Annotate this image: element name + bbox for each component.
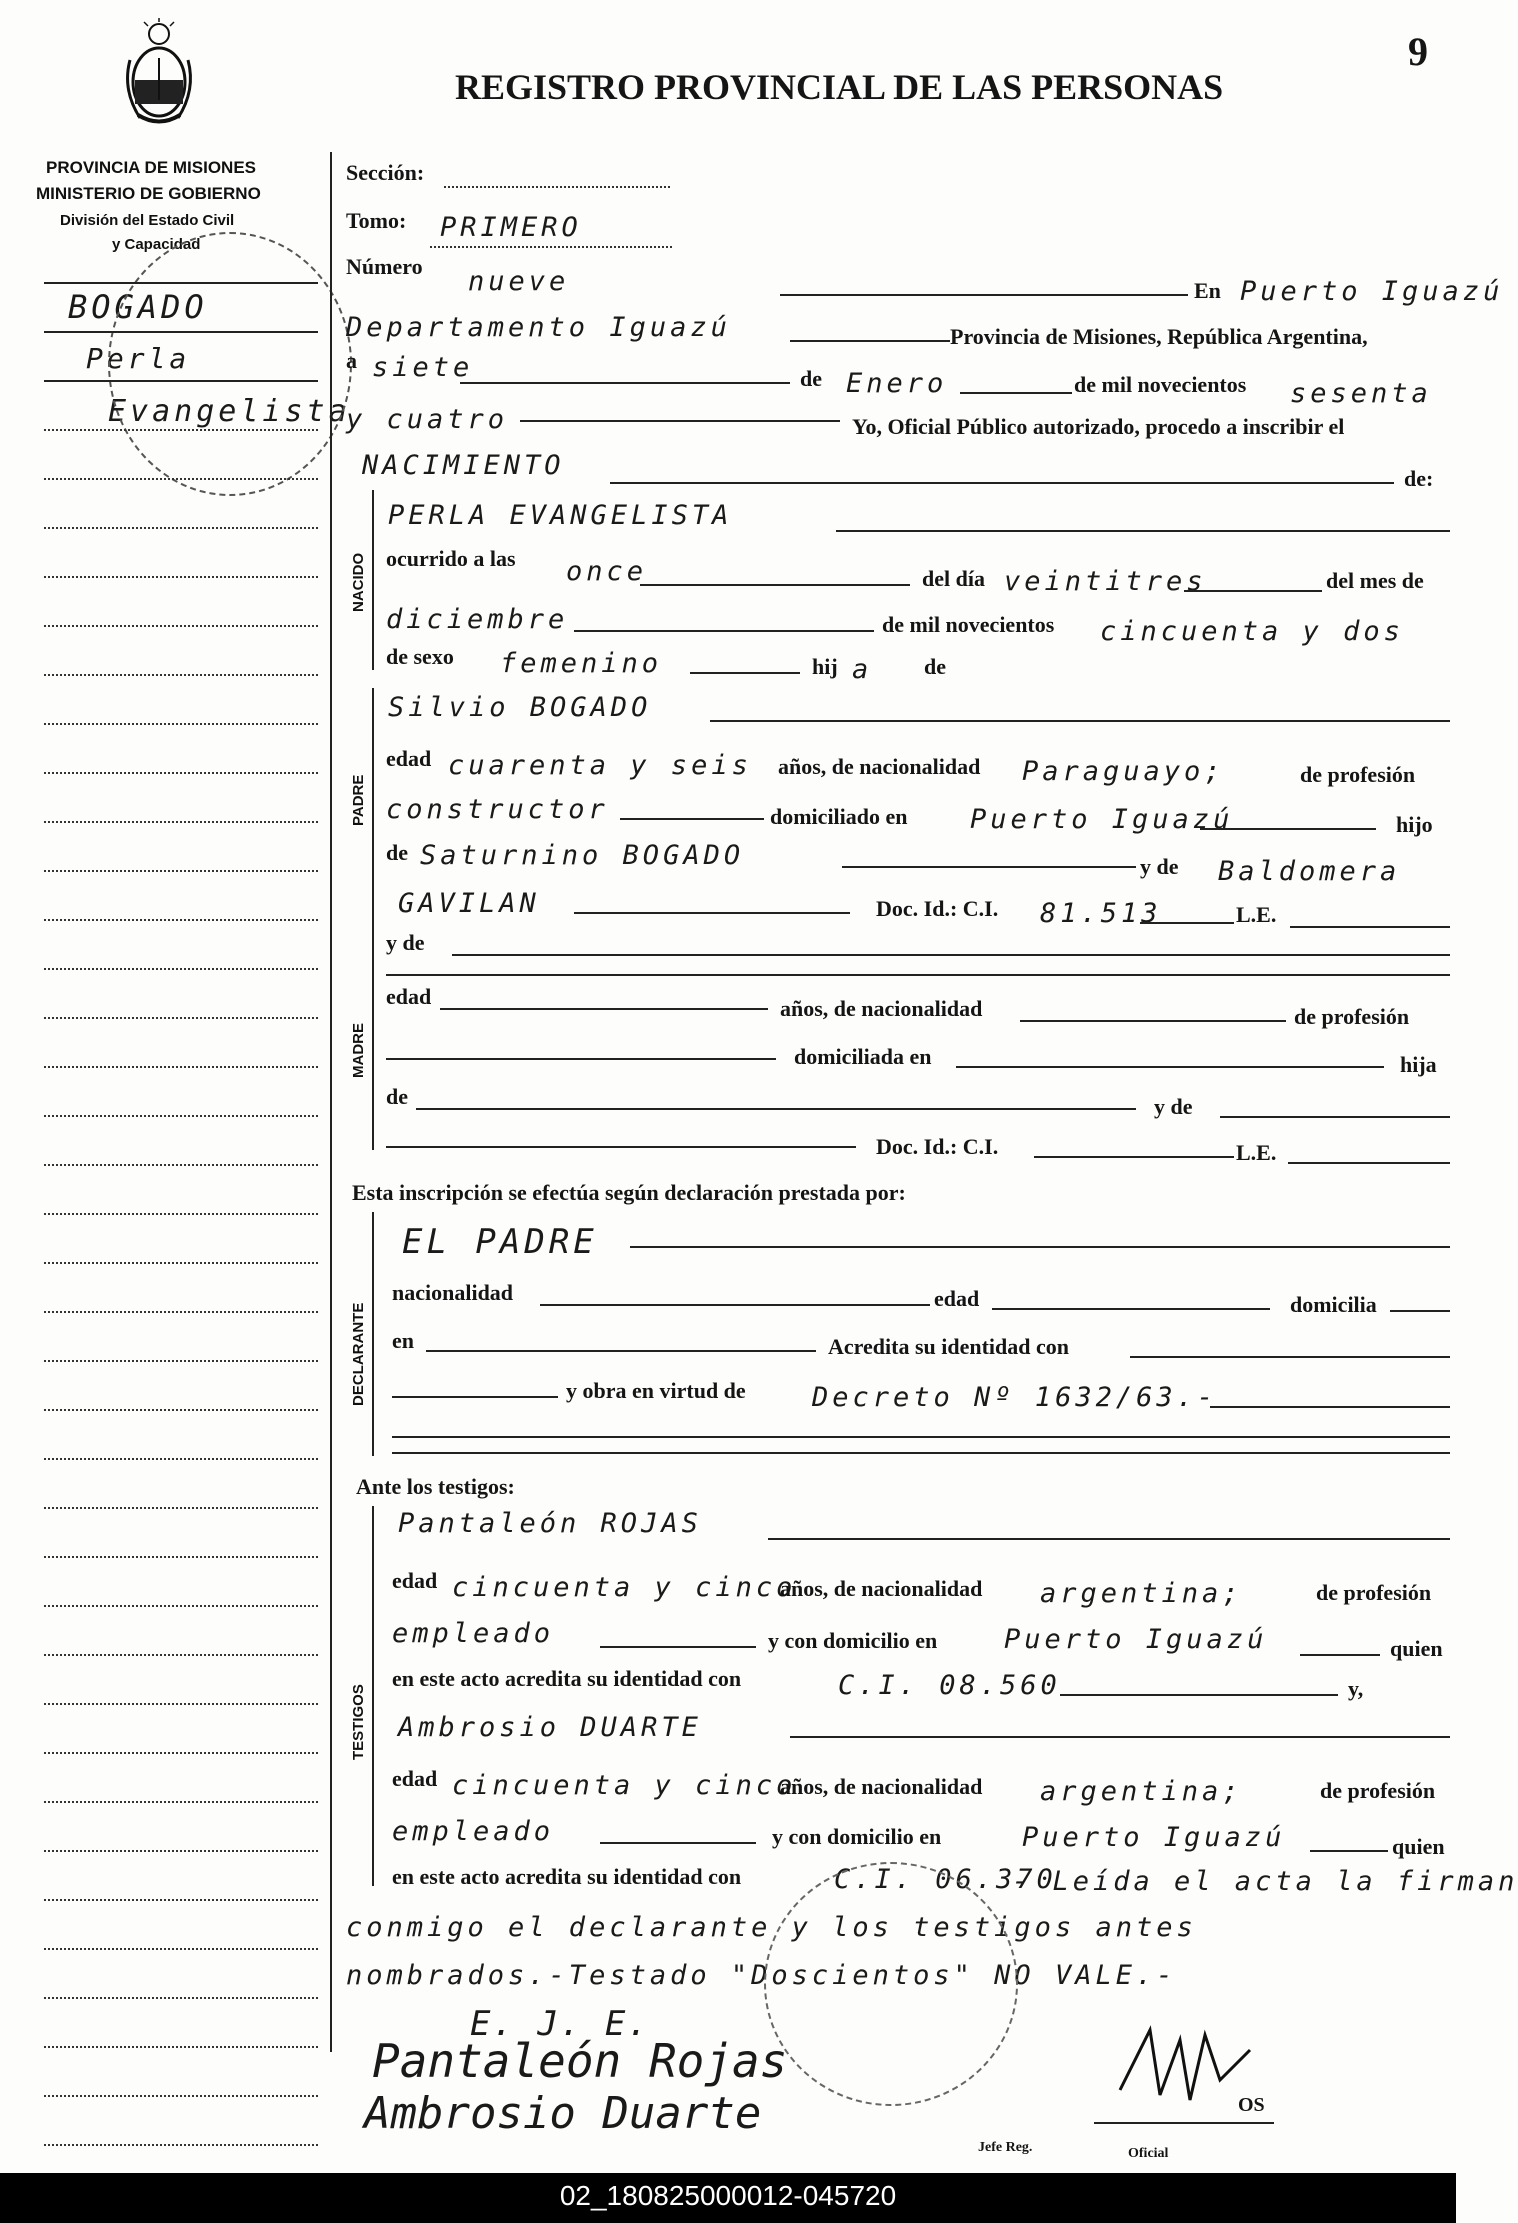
t1-domicilio-label: y con domicilio en: [768, 1628, 938, 1653]
t2-domicilio-label: y con domicilio en: [772, 1824, 942, 1849]
sidebar-rule: [44, 1654, 318, 1656]
sidebar-rule: [44, 1801, 318, 1803]
padre-doc-label: Doc. Id.: C.I.: [876, 896, 999, 921]
sidebar-rule: [44, 1311, 318, 1313]
t2-edad-label: edad: [392, 1766, 438, 1791]
footer-id: 02_180825000012-045720: [559, 2180, 897, 2211]
official-seal: [764, 1862, 1018, 2106]
nacido-mes: diciembre: [386, 604, 569, 635]
closing-line-1: - Leída el acta la firman: [1012, 1866, 1518, 1897]
signature-initials: E. J. E.: [470, 2004, 650, 2044]
t1-acredita-label: en este acto acredita su identidad con: [392, 1666, 742, 1691]
margin-note-surname: BOGADO: [68, 288, 208, 326]
sidebar-rule: [44, 772, 318, 774]
madre-profesion-label: de profesión: [1294, 1004, 1410, 1029]
departamento-value: Departamento Iguazú: [346, 312, 731, 343]
t1-profesion-label: de profesión: [1316, 1580, 1432, 1605]
testigo-2-nacionalidad: argentina;: [1040, 1776, 1243, 1807]
sexo-label: de sexo: [386, 644, 454, 669]
sidebar-ministry: MINISTERIO DE GOBIERNO: [36, 184, 261, 203]
madre-nacionalidad-label: años, de nacionalidad: [780, 996, 983, 1021]
sidebar-rule: [44, 331, 318, 333]
sidebar-rule: [44, 1556, 318, 1558]
declarante-nacionalidad-label: nacionalidad: [392, 1280, 514, 1305]
sidebar-rule: [44, 2144, 318, 2146]
sidebar-rule: [44, 1262, 318, 1264]
os-text: OS: [1238, 2094, 1265, 2116]
testigo-2-domicilio: Puerto Iguazú: [1022, 1822, 1286, 1853]
declarante-obra-label: y obra en virtud de: [566, 1378, 746, 1403]
provincia-text: Provincia de Misiones, República Argentina,: [950, 324, 1368, 349]
padre-nombre: Silvio BOGADO: [388, 692, 652, 723]
numero-label: Número: [346, 254, 423, 279]
sidebar-rule: [44, 576, 318, 578]
sidebar-rule: [44, 527, 318, 529]
testigo-2-profesion: empleado: [392, 1816, 555, 1847]
testigo-1-nombre: Pantaleón ROJAS: [398, 1508, 702, 1539]
t1-edad-label: edad: [392, 1568, 438, 1593]
padre-domicilio: Puerto Iguazú: [970, 804, 1234, 835]
padre-profesion: constructor: [386, 794, 609, 825]
madre-le-label: L.E.: [1236, 1140, 1277, 1165]
t2-acredita-label: en este acto acredita su identidad con: [392, 1864, 742, 1889]
testigo-2-edad: cincuenta y cinco: [452, 1770, 797, 1801]
coat-of-arms-icon: [118, 20, 200, 130]
sidebar-rule: [44, 1899, 318, 1901]
signature-duarte: Ambrosio Duarte: [364, 2088, 762, 2139]
ocurrido-label: ocurrido a las: [386, 546, 516, 571]
sidebar-rule: [44, 968, 318, 970]
anio-value-2: y cuatro: [346, 404, 509, 435]
declarante-obra-value: Decreto Nº 1632/63.-: [812, 1382, 1218, 1413]
t2-profesion-label: de profesión: [1320, 1778, 1436, 1803]
sidebar-rule: [44, 625, 318, 627]
sidebar-rule: [44, 1213, 318, 1215]
padre-section-label: PADRE: [350, 774, 367, 826]
testigo-2-nombre: Ambrosio DUARTE: [398, 1712, 702, 1743]
mes-value: Enero: [846, 368, 948, 399]
testigo-1-profesion: empleado: [392, 1618, 555, 1649]
madre-section-label: MADRE: [350, 1023, 367, 1078]
declarante-en-label: en: [392, 1328, 414, 1353]
sidebar-rule: [44, 1066, 318, 1068]
closing-line-2: conmigo el declarante y los testigos antes: [346, 1912, 1197, 1943]
padre-madre-nombre-2: GAVILAN: [398, 888, 540, 919]
nacido-section-label: NACIDO: [350, 552, 367, 612]
sidebar-division-1: División del Estado Civil: [60, 212, 235, 229]
declarante-intro: Esta inscripción se efectúa según declaración prestada por:: [352, 1180, 906, 1205]
closing-line-3: nombrados.-Testado "Doscientos" NO VALE.-: [346, 1960, 1177, 1991]
padre-edad-label: edad: [386, 746, 432, 771]
testigo-2-doc: C.I. 06.370: [834, 1864, 1057, 1895]
tomo-value: PRIMERO: [440, 212, 582, 243]
anio-value-1: sesenta: [1290, 378, 1432, 409]
madre-doc-label: Doc. Id.: C.I.: [876, 1134, 999, 1159]
del-mes-label: del mes de: [1326, 568, 1424, 593]
sidebar-division-2: y Capacidad: [112, 236, 201, 253]
nacido-anio: cincuenta y dos: [1100, 616, 1404, 647]
sidebar-rule: [44, 282, 318, 284]
sidebar-rule: [44, 1409, 318, 1411]
oficial-text: Yo, Oficial Público autorizado, procedo a inscribir el: [852, 414, 1345, 439]
page-number: 9: [1408, 29, 1428, 74]
madre-hija-label: hija: [1400, 1052, 1437, 1077]
padre-nacionalidad-label: años, de nacionalidad: [778, 754, 981, 779]
t1-quien-label: quien: [1390, 1636, 1443, 1661]
sidebar-rule: [44, 1752, 318, 1754]
del-dia-label: del día: [922, 566, 985, 591]
sidebar-rule: [44, 1997, 318, 1999]
sidebar-rule: [44, 1360, 318, 1362]
sidebar-rule: [44, 2095, 318, 2097]
padre-padre-nombre: Saturnino BOGADO: [420, 840, 745, 871]
madre-y-de-label: y de: [386, 930, 425, 955]
sidebar-rule: [44, 870, 318, 872]
padre-profesion-label: de profesión: [1300, 762, 1416, 787]
nacido-hora: once: [566, 556, 648, 587]
testigos-intro: Ante los testigos:: [356, 1474, 515, 1499]
sidebar-rule: [44, 1115, 318, 1117]
declarante-domicilio-label: domicilia: [1290, 1292, 1377, 1317]
testigo-1-edad: cincuenta y cinco: [452, 1572, 797, 1603]
padre-y-de-label: y de: [1140, 854, 1179, 879]
sidebar-rule: [44, 1850, 318, 1852]
sidebar-province: PROVINCIA DE MISIONES: [46, 158, 257, 177]
signature-rojas: Pantaleón Rojas: [372, 2034, 788, 2088]
sidebar-rule: [44, 1458, 318, 1460]
sidebar-stamp: [108, 232, 352, 496]
t2-nacionalidad-label: años, de nacionalidad: [780, 1774, 983, 1799]
padre-hijo-label: hijo: [1396, 812, 1433, 837]
sidebar-rule: [44, 723, 318, 725]
hij-label: hij: [812, 654, 838, 679]
padre-domicilio-label: domiciliado en: [770, 804, 908, 829]
padre-edad: cuarenta y seis: [448, 750, 752, 781]
sidebar-divider: [330, 152, 332, 2052]
t1-y-label: y,: [1348, 1676, 1364, 1701]
numero-value: nueve: [468, 266, 570, 297]
sidebar-rule: [44, 821, 318, 823]
sidebar-rule: [44, 1703, 318, 1705]
page-title: REGISTRO PROVINCIAL DE LAS PERSONAS: [455, 67, 1224, 107]
madre-de-label: de: [386, 1084, 408, 1109]
testigo-1-nacionalidad: argentina;: [1040, 1578, 1243, 1609]
sidebar-rule: [44, 380, 318, 382]
testigo-1-domicilio: Puerto Iguazú: [1004, 1624, 1268, 1655]
margin-note-name-2: Evangelista: [108, 394, 351, 429]
hij-suffix: a: [852, 654, 873, 685]
acto-value: NACIMIENTO: [362, 450, 565, 481]
stamp-text-jefe: Jefe Reg.: [978, 2140, 1033, 2155]
sidebar-rule: [44, 1164, 318, 1166]
en-value: Puerto Iguazú: [1240, 276, 1504, 307]
de-end: de:: [1404, 466, 1434, 491]
sidebar-rule: [44, 674, 318, 676]
nacido-nombre: PERLA EVANGELISTA: [388, 500, 733, 531]
sidebar-rule: [44, 1948, 318, 1950]
margin-note-name: Perla: [86, 342, 191, 375]
madre-y-de2-label: y de: [1154, 1094, 1193, 1119]
de-label: de: [800, 366, 822, 391]
padre-doc-value: 81.513: [1040, 898, 1162, 929]
anio-label: de mil novecientos: [1074, 372, 1247, 397]
padre-de-label: de: [386, 840, 408, 865]
nacido-dia: veintitres: [1004, 566, 1207, 597]
padre-madre-nombre-1: Baldomera: [1218, 856, 1401, 887]
sidebar-rule: [44, 2046, 318, 2048]
dia-value: siete: [372, 352, 474, 383]
declarante-acredita-label: Acredita su identidad con: [828, 1334, 1070, 1359]
testigos-section-label: TESTIGOS: [350, 1684, 367, 1760]
padre-nacionalidad: Paraguayo;: [1022, 756, 1225, 787]
sidebar-rule: [44, 1017, 318, 1019]
nacido-anio-label: de mil novecientos: [882, 612, 1055, 637]
a-label: a: [346, 348, 357, 373]
declarante-nombre: EL PADRE: [402, 1222, 598, 1262]
nacido-de-label: de: [924, 654, 946, 679]
sidebar-rule: [44, 429, 318, 431]
en-label: En: [1194, 278, 1221, 303]
testigo-1-doc: C.I. 08.560: [838, 1670, 1061, 1701]
stamp-text-oficial: Oficial: [1128, 2146, 1169, 2161]
t1-nacionalidad-label: años, de nacionalidad: [780, 1576, 983, 1601]
seccion-label: Sección:: [346, 160, 425, 185]
madre-domicilio-label: domiciliada en: [794, 1044, 932, 1069]
sidebar-rule: [44, 478, 318, 480]
declarante-edad-label: edad: [934, 1286, 980, 1311]
sidebar-rule: [44, 919, 318, 921]
nacido-sexo: femenino: [500, 648, 663, 679]
padre-le-label: L.E.: [1236, 902, 1277, 927]
tomo-label: Tomo:: [346, 208, 407, 233]
t2-quien-label: quien: [1392, 1834, 1445, 1859]
declarante-section-label: DECLARANTE: [350, 1302, 367, 1406]
madre-edad-label: edad: [386, 984, 432, 1009]
sidebar-rule: [44, 1605, 318, 1607]
sidebar-rule: [44, 1507, 318, 1509]
